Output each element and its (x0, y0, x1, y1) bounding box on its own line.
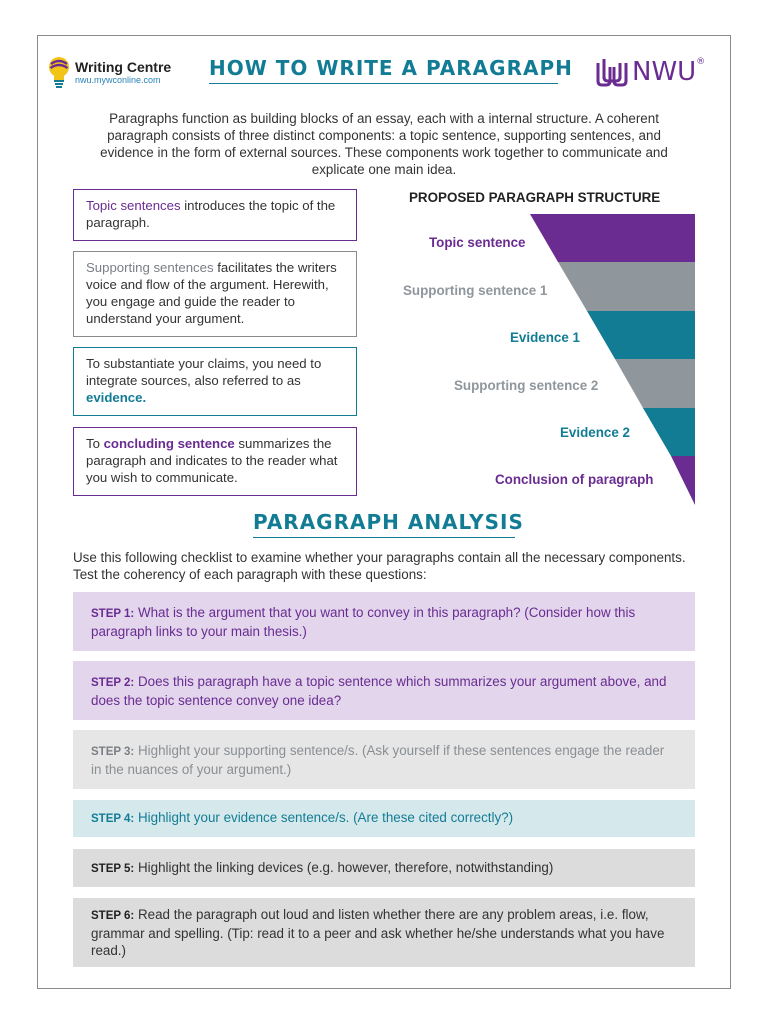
evidence-box (73, 347, 357, 416)
step-5 (73, 849, 695, 887)
step-label: STEP 6: (91, 910, 135, 922)
logo-name: Writing Centre (75, 58, 172, 75)
structure-band-4 (615, 359, 695, 408)
step-label: STEP 1: (91, 607, 135, 620)
step-label: STEP 3: (91, 745, 135, 758)
step-label: STEP 5: (91, 862, 135, 875)
analysis-title: PARAGRAPH ANALYSIS (253, 510, 524, 534)
lightbulb-icon (48, 56, 70, 88)
box-text: introduces the topic of the paragraph. (86, 198, 336, 230)
box-highlight: Supporting sentences (86, 260, 214, 275)
structure-band-1 (530, 214, 695, 262)
step-text: Read the paragraph out loud and listen whether there are any problem areas, i.e. flow, grammar and spelling. (Tip: read it to a peer and ask whether he/she understands what you have read.) (91, 907, 665, 958)
step-6 (73, 898, 695, 967)
structure-label: Evidence 2 (560, 425, 630, 440)
step-text: Highlight your supporting sentence/s. (Ask yourself if these sentences engage the reader in the nuances of your argument.) (91, 742, 665, 777)
step-3 (73, 730, 695, 789)
step-label: STEP 4: (91, 813, 135, 825)
topic-sentence-box (73, 189, 357, 241)
structure-title: PROPOSED PARAGRAPH STRUCTURE (409, 190, 661, 205)
analysis-underline (253, 537, 515, 538)
paragraph-structure-diagram (380, 213, 700, 508)
supporting-sentence-box (73, 251, 357, 337)
step-text: Does this paragraph have a topic sentence which summarizes your argument above, and does the topic sentence convey one idea? (91, 673, 667, 708)
box-highlight: concluding sentence (103, 436, 235, 451)
step-label: STEP 2: (91, 676, 135, 689)
structure-label: Supporting sentence 2 (454, 378, 599, 393)
step-2 (73, 661, 695, 720)
structure-band-5 (643, 408, 695, 456)
structure-label: Topic sentence (429, 235, 526, 250)
box-highlight: evidence. (86, 390, 147, 405)
step-text: Highlight your evidence sentence/s. (Are these cited correctly?) (134, 810, 514, 825)
structure-label: Evidence 1 (510, 330, 580, 345)
structure-band-6 (671, 456, 695, 505)
title-underline (209, 83, 558, 84)
logo-url[interactable]: nwu.mywconline.com (75, 74, 161, 85)
box-highlight: Topic sentences (86, 198, 181, 213)
structure-label: Supporting sentence 1 (403, 283, 548, 298)
concluding-sentence-box (73, 427, 357, 496)
structure-band-2 (558, 262, 695, 311)
intro-paragraph: Paragraphs function as building blocks of an essay, each with a internal structure. A coherent paragraph consists of three distinct components: a topic sentence, supporting sentences, and evidence in the form of external sources. These components work together to communicate and explicate one main idea. (100, 111, 668, 177)
step-text: What is the argument that you want to convey in this paragraph? (Consider how this paragraph links to your main thesis.) (91, 604, 636, 639)
step-text: Highlight the linking devices (e.g. however, therefore, notwithstanding) (134, 859, 554, 875)
box-text: To substantiate your claims, you need to integrate sources, also referred to as (86, 356, 322, 388)
box-text: summarizes the paragraph and indicates to the reader what you wish to communicate. (86, 436, 338, 485)
nwu-logo[interactable] (596, 57, 705, 87)
structure-label: Conclusion of paragraph (495, 472, 654, 487)
step-4 (73, 800, 695, 837)
box-text: To (86, 436, 104, 451)
structure-band-3 (587, 311, 695, 359)
box-text: facilitates the writers voice and flow of the argument. Herewith, you engage and guide the reader to understand your argument. (86, 260, 337, 326)
step-1 (73, 592, 695, 651)
writing-centre-logo[interactable] (48, 56, 171, 88)
brand-name: NWU® (632, 57, 706, 87)
nwu-emblem-icon (596, 57, 628, 87)
analysis-intro: Use this following checklist to examine whether your paragraphs contain all the necessary components. Test the coherency of each paragraph with these questions: (73, 550, 686, 582)
page-title: HOW TO WRITE A PARAGRAPH (209, 56, 573, 80)
